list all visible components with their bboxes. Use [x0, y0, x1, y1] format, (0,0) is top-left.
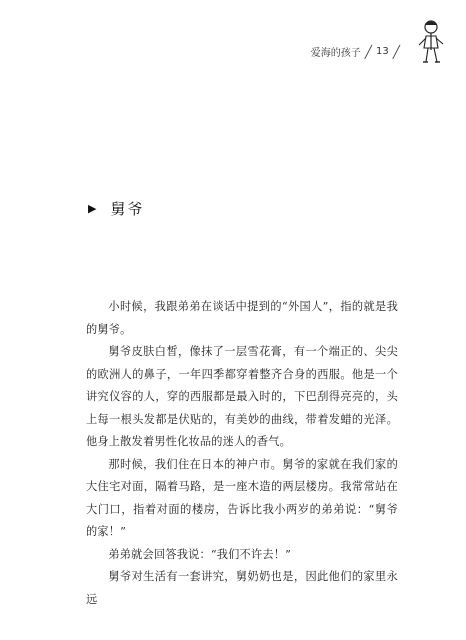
chapter-heading — [88, 198, 144, 219]
paragraph: 那时候，我们住在日本的神户市。舅爷的家就在我们家的大住宅对面，隔着马路，是一座木造的两层楼房。我常常站在大门口，指着对面的楼房，告诉比我小两岁的弟弟说：“舅爷的家！” — [86, 457, 398, 538]
page-number: 13 — [376, 46, 389, 57]
paragraph: 小时候，我跟弟弟在谈话中提到的“外国人”，指的就是我的舅爷。 — [86, 300, 398, 336]
paragraph: 舅爷对生活有一套讲究，舅奶奶也是，因此他们的家里永远 — [86, 570, 398, 606]
chapter-title: 舅爷 — [110, 200, 145, 218]
book-title: 爱海的孩子 — [310, 48, 361, 59]
body-text — [86, 296, 398, 611]
triangle-marker-icon: ▶ — [88, 202, 97, 215]
paragraph: 弟弟就会回答我说：“我们不许去！” — [108, 547, 292, 561]
running-header — [311, 44, 404, 59]
child-illustration-icon — [414, 18, 448, 66]
paragraph: 舅爷皮肤白皙，像抹了一层雪花膏，有一个端正的、尖尖的欧洲人的鼻子，一年四季都穿着整齐合身的西服。他是一个讲究仪容的人，穿的西服都是最入时的，下巴刮得亮亮的，头上每一根头发都是伏贴的，有美妙的曲线，带着发蜡的光泽。他身上散发着男性化妆品的迷人的香气。 — [86, 345, 398, 448]
separator-slash-2: ╱ — [392, 44, 400, 59]
separator-slash: ╱ — [364, 44, 373, 59]
